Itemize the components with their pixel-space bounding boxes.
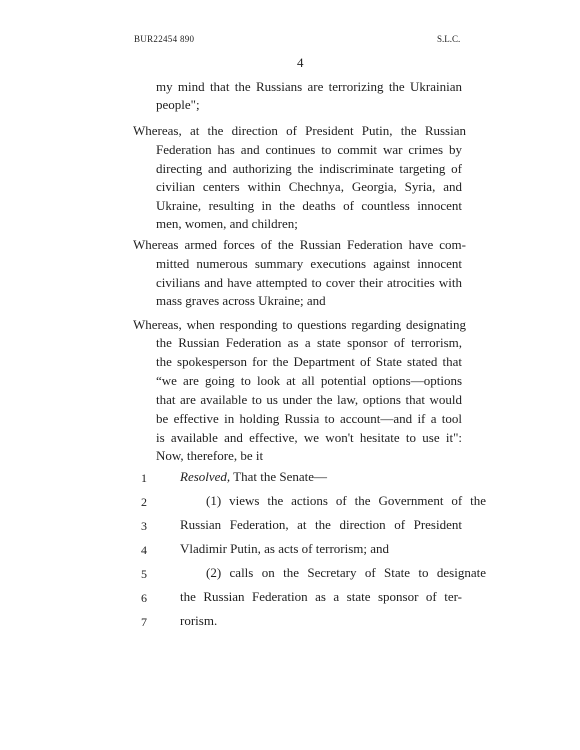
resolution-line: the Russian Federation as a state sponsor of ter- [180,589,462,604]
whereas-line: civilians and have attempted to cover their atrocities with [156,275,462,290]
whereas-line: people"; [156,97,200,112]
whereas-line: the spokesperson for the Department of State stated that [156,354,462,369]
whereas-line: is available and effective, we won't hesitate to use it": [156,430,462,445]
whereas-line: men, women, and children; [156,216,298,231]
line-number: 3 [141,519,147,533]
whereas-line: directing and authorizing the indiscriminate targeting of [156,161,462,176]
whereas-line: Ukraine, resulting in the deaths of countless innocent [156,198,462,213]
resolution-line: Resolved, That the Senate— [180,469,328,484]
document-id: BUR22454 890 [134,34,195,44]
whereas-line: the Russian Federation as a state sponsor of terrorism, [156,335,462,350]
whereas-line: Whereas, when responding to questions regarding designating [133,317,466,332]
resolution-line: Russian Federation, at the direction of President [180,517,462,532]
whereas-line: Federation has and continues to commit war crimes by [156,142,462,157]
resolution-line: (2) calls on the Secretary of State to designate [206,565,486,580]
slc-marker: S.L.C. [437,34,461,44]
whereas-line: Whereas armed forces of the Russian Federation have com- [133,237,466,252]
whereas-line: my mind that the Russians are terrorizing the Ukrainian [156,79,462,94]
whereas-line: mitted numerous summary executions against innocent [156,256,462,271]
line-number: 2 [141,495,147,509]
resolution-line: (1) views the actions of the Government of the [206,493,486,508]
whereas-line: be effective in holding Russia to account—and if a tool [156,411,462,426]
whereas-line: Whereas, at the direction of President Putin, the Russian [133,123,466,138]
resolved-word: Resolved, [180,469,231,484]
whereas-line: mass graves across Ukraine; and [156,293,326,308]
resolution-line: rorism. [180,613,218,628]
line-number: 7 [141,615,147,629]
page-number: 4 [297,55,304,70]
whereas-line: that are available to us under the law, options that would [156,392,462,407]
whereas-line: civilian centers within Chechnya, Georgia, Syria, and [156,179,462,194]
whereas-line: “we are going to look at all potential options—options [156,373,462,388]
line-number: 4 [141,543,147,557]
whereas-line: Now, therefore, be it [156,448,264,463]
resolution-line: Vladimir Putin, as acts of terrorism; and [180,541,390,556]
line-number: 6 [141,591,147,605]
line-number: 5 [141,567,147,581]
line-number: 1 [141,471,147,485]
